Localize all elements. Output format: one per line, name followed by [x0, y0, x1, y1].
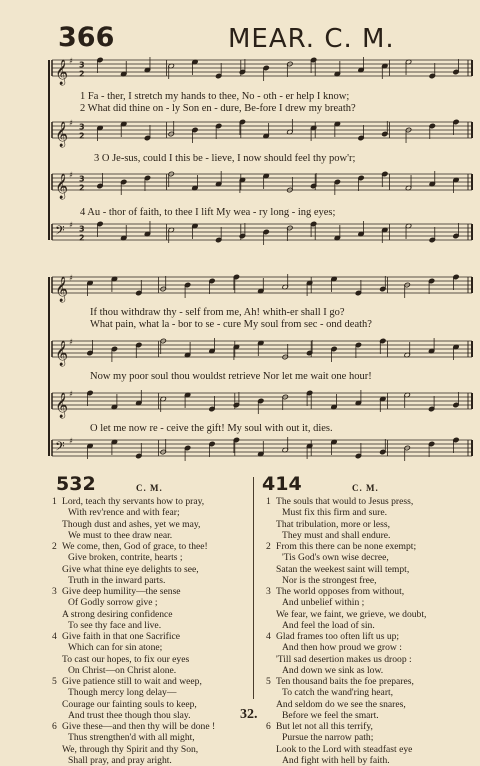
verse-text: Which can for sin atone;	[68, 642, 163, 654]
verse-text: 'Till sad desertion makes us droop :	[276, 653, 412, 665]
lyric-line-5: If thou withdraw thy - self from me, Ah! whith-er shall I go?	[90, 307, 345, 318]
verse-line	[266, 642, 472, 653]
time-signature-bottom: 2	[79, 183, 85, 193]
lyric-line-3: 3 O Je-sus, could I this be - lieve, I now should feel thy pow'r;	[94, 153, 356, 164]
verse-line	[52, 519, 248, 530]
verse-text: Nor is the strongest free,	[282, 574, 377, 586]
verse-text: We, through thy Spirit and thy Son,	[62, 743, 199, 755]
verse-line	[52, 530, 248, 541]
verse-line	[52, 552, 248, 563]
column-divider	[253, 477, 254, 699]
verse-text: They must and shall endure.	[282, 529, 391, 541]
verse-line	[266, 721, 472, 732]
time-signature-top: 3	[79, 174, 85, 184]
verse-text: Give these—and then thy will be done !	[62, 721, 216, 732]
verse-text: We fear, we faint, we grieve, we doubt,	[276, 608, 427, 620]
treble-clef-icon: 𝄞	[55, 174, 69, 199]
verse-line	[266, 507, 472, 518]
verse-text: To cast our hopes, to fix our eyes	[62, 653, 190, 665]
hymn-414-text	[266, 496, 472, 766]
lyric-line-1: 1 Fa - ther, I stretch my hands to thee, No - oth - er help I know;	[80, 91, 350, 102]
verse-line	[266, 732, 472, 743]
verse-line	[52, 654, 248, 665]
verse-number: 1	[52, 496, 57, 507]
verse-text: Ten thousand baits the foe prepares,	[276, 676, 414, 687]
verse-line	[266, 744, 472, 755]
verse-line	[52, 642, 248, 653]
verse-text: Give what thine eye delights to see,	[62, 563, 199, 575]
verse-text: Of Godly sorrow give ;	[68, 597, 158, 609]
verse-text: Give faith in that one Sacrifice	[62, 631, 181, 642]
verse-text: That tribulation, more or less,	[276, 518, 391, 530]
verse-text: Though dust and ashes, yet we may,	[62, 518, 201, 530]
treble-clef-icon: 𝄞	[55, 393, 69, 418]
lyric-line-2: 2 What did thine on - ly Son en - dure, Be-fore I drew my breath?	[80, 103, 356, 114]
verse-line	[52, 744, 248, 755]
sharp-icon: ♯	[69, 118, 73, 128]
verse-text: And trust thee though thou slay.	[68, 709, 191, 721]
lyric-line-6: What pain, what la - bor to se - cure My soul from sec - ond death?	[90, 319, 372, 330]
verse-text: Give patience still to wait and weep,	[62, 676, 202, 687]
verse-line	[52, 631, 248, 642]
lyric-line-8: O let me now re - ceive the gift! My soul with out it, dies.	[90, 423, 333, 434]
time-signature-bottom: 2	[79, 233, 85, 243]
verse-text: And down we sink as low.	[282, 664, 384, 676]
verse-line	[52, 609, 248, 620]
verse-text: Lord, teach thy servants how to pray,	[62, 496, 205, 507]
time-signature-bottom: 2	[79, 69, 85, 79]
verse-text: Though mercy long delay—	[68, 687, 177, 699]
verse-line	[52, 676, 248, 687]
lyric-line-7: Now my poor soul thou wouldst retrieve Nor let me wait one hour!	[90, 371, 372, 382]
verse-text: Give deep humility—the sense	[62, 586, 181, 597]
sharp-icon: ♯	[69, 170, 73, 180]
verse-line	[266, 687, 472, 698]
verse-text: Give broken, contrite, hearts ;	[68, 552, 183, 564]
verse-text: With rev'rence and with fear;	[68, 507, 180, 519]
verse-text: And seldom do we see the snares,	[276, 698, 406, 710]
verse-text: We come, then, God of grace, to thee!	[62, 541, 208, 552]
verse-line	[52, 620, 248, 631]
verse-text: And fight with hell by faith.	[282, 754, 390, 766]
bass-clef-icon: 𝄢	[55, 223, 65, 241]
verse-text: We must to thee draw near.	[68, 529, 173, 541]
verse-text: And then how proud we grow :	[282, 642, 402, 654]
verse-text: Glad frames too often lift us up;	[276, 631, 400, 642]
time-signature-bottom: 2	[79, 131, 85, 141]
verse-line	[266, 676, 472, 687]
verse-line	[52, 721, 248, 732]
verse-number: 1	[266, 496, 271, 507]
verse-line	[266, 541, 472, 552]
verse-number: 3	[266, 586, 271, 597]
time-signature-top: 3	[79, 122, 85, 132]
hymn-532-meter: C. M.	[136, 483, 163, 493]
sharp-icon: ♯	[69, 220, 73, 230]
time-signature-top: 3	[79, 60, 85, 70]
sharp-icon: ♯	[69, 56, 73, 66]
treble-clef-icon: 𝄞	[55, 122, 69, 147]
lyric-line-4: 4 Au - thor of faith, to thee I lift My wea - ry long - ing eyes;	[80, 207, 336, 218]
verse-line	[266, 552, 472, 563]
verse-number: 6	[266, 721, 271, 732]
verse-line	[52, 507, 248, 518]
verse-text: 'Tis God's own wise decree,	[282, 552, 389, 564]
bass-clef-icon: 𝄢	[55, 439, 65, 457]
verse-text: The souls that would to Jesus press,	[276, 496, 414, 507]
verse-line	[52, 575, 248, 586]
hymn-414-number: 414	[262, 473, 302, 495]
verse-line	[52, 597, 248, 608]
page-number: 32.	[240, 707, 258, 722]
verse-text: Satan the weekest saint will tempt,	[276, 563, 410, 575]
verse-number: 5	[52, 676, 57, 687]
verse-text: And feel the load of sin.	[282, 619, 375, 631]
verse-text: A strong desiring confidence	[62, 608, 173, 620]
verse-text: To catch the wand'ring heart,	[282, 687, 394, 699]
verse-number: 5	[266, 676, 271, 687]
verse-line	[52, 699, 248, 710]
verse-line	[52, 710, 248, 721]
verse-text: From this there can be none exempt;	[276, 541, 417, 552]
tune-title: MEAR. C. M.	[228, 24, 395, 54]
verse-line	[52, 496, 248, 507]
time-signature-top: 3	[79, 224, 85, 234]
verse-line	[266, 519, 472, 530]
verse-line	[266, 586, 472, 597]
hymn-532-number: 532	[56, 473, 96, 495]
verse-line	[52, 665, 248, 676]
verse-text: Shall pray, and pray aright.	[68, 754, 172, 766]
verse-number: 6	[52, 721, 57, 732]
sharp-icon: ♯	[69, 436, 73, 446]
verse-line	[266, 609, 472, 620]
verse-line	[266, 665, 472, 676]
verse-line	[52, 755, 248, 766]
treble-clef-icon: 𝄞	[55, 341, 69, 366]
verse-line	[266, 755, 472, 766]
verse-line	[266, 575, 472, 586]
verse-text: Thus strengthen'd with all might,	[68, 732, 195, 744]
verse-text: To see thy face and live.	[68, 619, 162, 631]
verse-line	[266, 597, 472, 608]
verse-line	[266, 710, 472, 721]
verse-line	[266, 631, 472, 642]
sharp-icon: ♯	[69, 337, 73, 347]
verse-line	[266, 496, 472, 507]
verse-text: On Christ—on Christ alone.	[68, 664, 177, 676]
verse-text: The world opposes from without,	[276, 586, 405, 597]
verse-text: Truth in the inward parts.	[68, 574, 166, 586]
verse-number: 2	[266, 541, 271, 552]
verse-text: Courage our fainting souls to keep,	[62, 698, 197, 710]
verse-text: Must fix this firm and sure.	[282, 507, 387, 519]
verse-text: Pursue the narrow path;	[282, 732, 374, 744]
verse-line	[52, 687, 248, 698]
hymn-414-meter: C. M.	[352, 483, 379, 493]
verse-text: Look to the Lord with steadfast eye	[276, 743, 413, 755]
verse-line	[266, 620, 472, 631]
verse-text: But let not all this terrify,	[276, 721, 373, 732]
verse-line	[266, 699, 472, 710]
verse-line	[52, 586, 248, 597]
verse-line	[52, 564, 248, 575]
verse-number: 4	[52, 631, 57, 642]
verse-line	[52, 732, 248, 743]
hymn-532-text	[52, 496, 248, 766]
hymn-number: 366	[58, 22, 115, 53]
sharp-icon: ♯	[69, 389, 73, 399]
treble-clef-icon: 𝄞	[55, 277, 69, 302]
verse-number: 2	[52, 541, 57, 552]
verse-line	[266, 530, 472, 541]
verse-number: 4	[266, 631, 271, 642]
verse-text: Before we feel the smart.	[282, 709, 379, 721]
verse-number: 3	[52, 586, 57, 597]
sharp-icon: ♯	[69, 273, 73, 283]
verse-line	[266, 654, 472, 665]
verse-text: And unbelief within ;	[282, 597, 365, 609]
treble-clef-icon: 𝄞	[55, 60, 69, 85]
verse-line	[266, 564, 472, 575]
verse-line	[52, 541, 248, 552]
